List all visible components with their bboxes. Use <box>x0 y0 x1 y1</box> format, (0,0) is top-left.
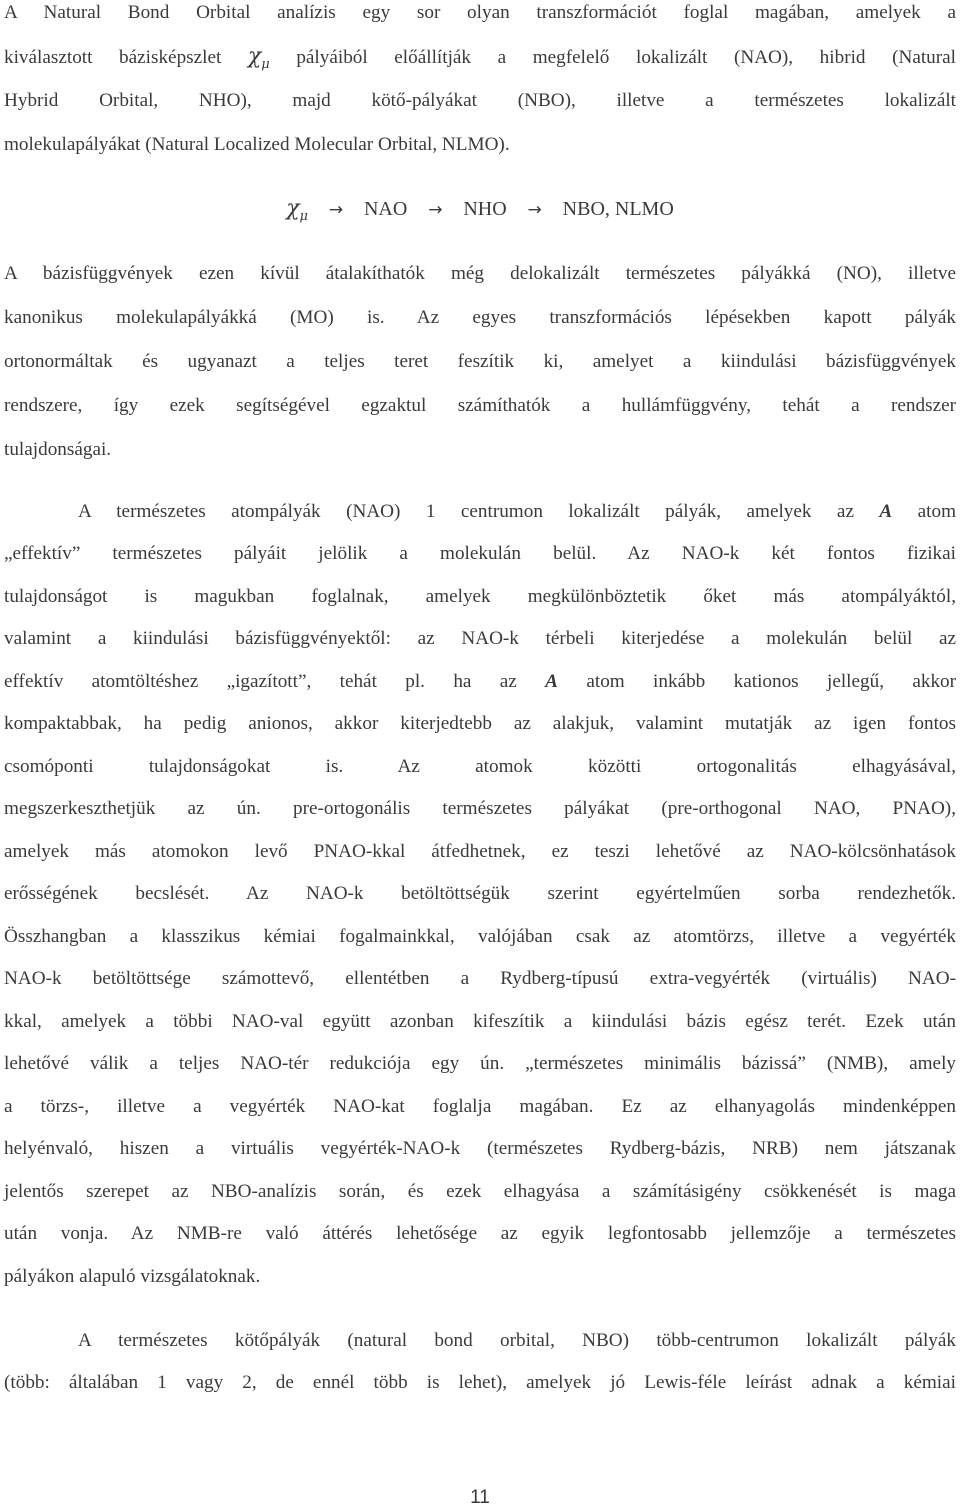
arrow-icon: → <box>527 200 542 220</box>
paragraph-3-line-17: jelentős szerepet az NBO-analízis során, és ezek elhagyása a számításigény csökkenését is maga <box>4 1181 956 1202</box>
paragraph-1-line-2-prefix: kiválasztott bázisképszlet <box>4 47 222 68</box>
paragraph-2-line-1: A bázisfüggvények ezen kívül átalakíthatók még delokalizált természetes pályákká (NO), illetve <box>4 263 956 284</box>
formula-step-nho: NHO <box>463 198 507 220</box>
formula-step-nao: NAO <box>363 198 408 220</box>
paragraph-4-line-1: A természetes kötőpályák (natural bond orbital, NBO) több-centrumon lokalizált pályák <box>78 1330 956 1351</box>
paragraph-3-line-11: Összhangban a klasszikus kémiai fogalmainkkal, valójában csak az atomtörzs, illetve a vegyérték <box>4 926 956 947</box>
formula-chi-mu: $\chi_\mu$ <box>286 196 308 224</box>
paragraph-3-line-6: kompaktabbak, ha pedig anionos, akkor kiterjedtebb az alakjuk, valamint mutatják az igen fontos <box>4 713 956 734</box>
atom-a-symbol: A <box>879 501 893 522</box>
paragraph-2-line-5: tulajdonságai. <box>4 439 112 460</box>
arrow-icon: → <box>428 200 443 220</box>
paragraph-3-line-12: NAO-k betöltöttsége számottevő, ellentétben a Rydberg-típusú extra-vegyérték (virtuális) NAO- <box>4 968 956 989</box>
paragraph-4-line-2: (több: általában 1 vagy 2, de ennél több is lehet), amelyek jó Lewis-féle leírást adnak a kémiai <box>4 1372 956 1393</box>
paragraph-1-line-2-rest: pályáiból előállítják a megfelelő lokalizált (NAO), hibrid (Natural <box>296 47 957 68</box>
paragraph-3-line-16: helyénvaló, hiszen a virtuális vegyérték-NAO-k (természetes Rydberg-bázis, NRB) nem játszanak <box>4 1138 956 1159</box>
paragraph-2-line-3: ortonormáltak és ugyanazt a teljes teret feszítik ki, amelyet a kiindulási bázisfüggvények <box>4 351 956 372</box>
page-number: 11 <box>470 1487 490 1508</box>
paragraph-2-line-2: kanonikus molekulapályákká (MO) is. Az egyes transzformációs lépésekben kapott pályák <box>4 307 956 328</box>
paragraph-3-line-3: tulajdonságot is magukban foglalnak, amelyek megkülönböztetik őket más atompályáktól, <box>4 586 956 607</box>
atom-a-symbol: A <box>545 671 558 692</box>
chi-mu-symbol: $\chi_\mu$ <box>247 44 270 72</box>
paragraph-1-line-1: A Natural Bond Orbital analízis egy sor olyan transzformációt foglal magában, amelyek a <box>4 2 956 23</box>
formula-step-nbo-nlmo: NBO, NLMO <box>562 198 674 220</box>
paragraph-3-line-2: „effektív” természetes pályáit jelölik a molekulán belül. Az NAO-k két fontos fizikai <box>4 543 956 564</box>
paragraph-3-line-1: A természetes atompályák (NAO) 1 centrumon lokalizált pályák, amelyek az A atom <box>78 501 957 522</box>
paragraph-1-line-2 <box>4 45 956 72</box>
paragraph-3-line-5: effektív atomtöltéshez „igazított”, tehát pl. ha az A atom inkább kationos jellegű, akkor <box>4 671 957 692</box>
paragraph-3-line-18: után vonja. Az NMB-re való áttérés lehetősége az egyik legfontosabb jellemzője a természetes <box>4 1223 956 1244</box>
paragraph-1-line-3: Hybrid Orbital, NHO), majd kötő-pályákat (NBO), illetve a természetes lokalizált <box>4 90 956 111</box>
paragraph-3-line-9: amelyek más atomokon levő PNAO-kkal átfedhetnek, ez teszi lehetővé az NAO-kölcsönhatások <box>4 841 956 862</box>
paragraph-3-line-14: lehetővé válik a teljes NAO-tér redukciója egy ún. „természetes minimális bázissá” (NMB), amely <box>4 1053 956 1074</box>
paragraph-3-line-19: pályákon alapuló vizsgálatoknak. <box>4 1266 261 1287</box>
paragraph-3-line-4: valamint a kiindulási bázisfüggvényektől: az NAO-k térbeli kiterjedése a molekulán belül az <box>4 628 956 649</box>
paragraph-1-line-4: molekulapályákat (Natural Localized Molecular Orbital, NLMO). <box>4 134 510 155</box>
paragraph-3-line-13: kkal, amelyek a többi NAO-val együtt azonban kifeszítik a kiindulási bázis egész terét. Ezek után <box>4 1011 956 1032</box>
paragraph-3-line-15: a törzs-, illetve a vegyérték NAO-kat foglalja magában. Ez az elhanyagolás mindenképpen <box>4 1096 956 1117</box>
paragraph-3-line-8: megszerkeszthetjük az ún. pre-ortogonális természetes pályákat (pre-orthogonal NAO, PNAO), <box>4 798 956 819</box>
paragraph-3-line-7: csomóponti tulajdonságokat is. Az atomok közötti ortogonalitás elhagyásával, <box>4 756 956 777</box>
paragraph-3-line-10: erősségének becslését. Az NAO-k betöltöttségük szerint egyértelműen sorba rendezhetők. <box>4 883 956 904</box>
transformation-formula <box>0 197 960 224</box>
paragraph-2-line-4: rendszere, így ezek segítségével egzaktul számíthatók a hullámfüggvény, tehát a rendszer <box>4 395 956 416</box>
arrow-icon: → <box>328 200 344 220</box>
